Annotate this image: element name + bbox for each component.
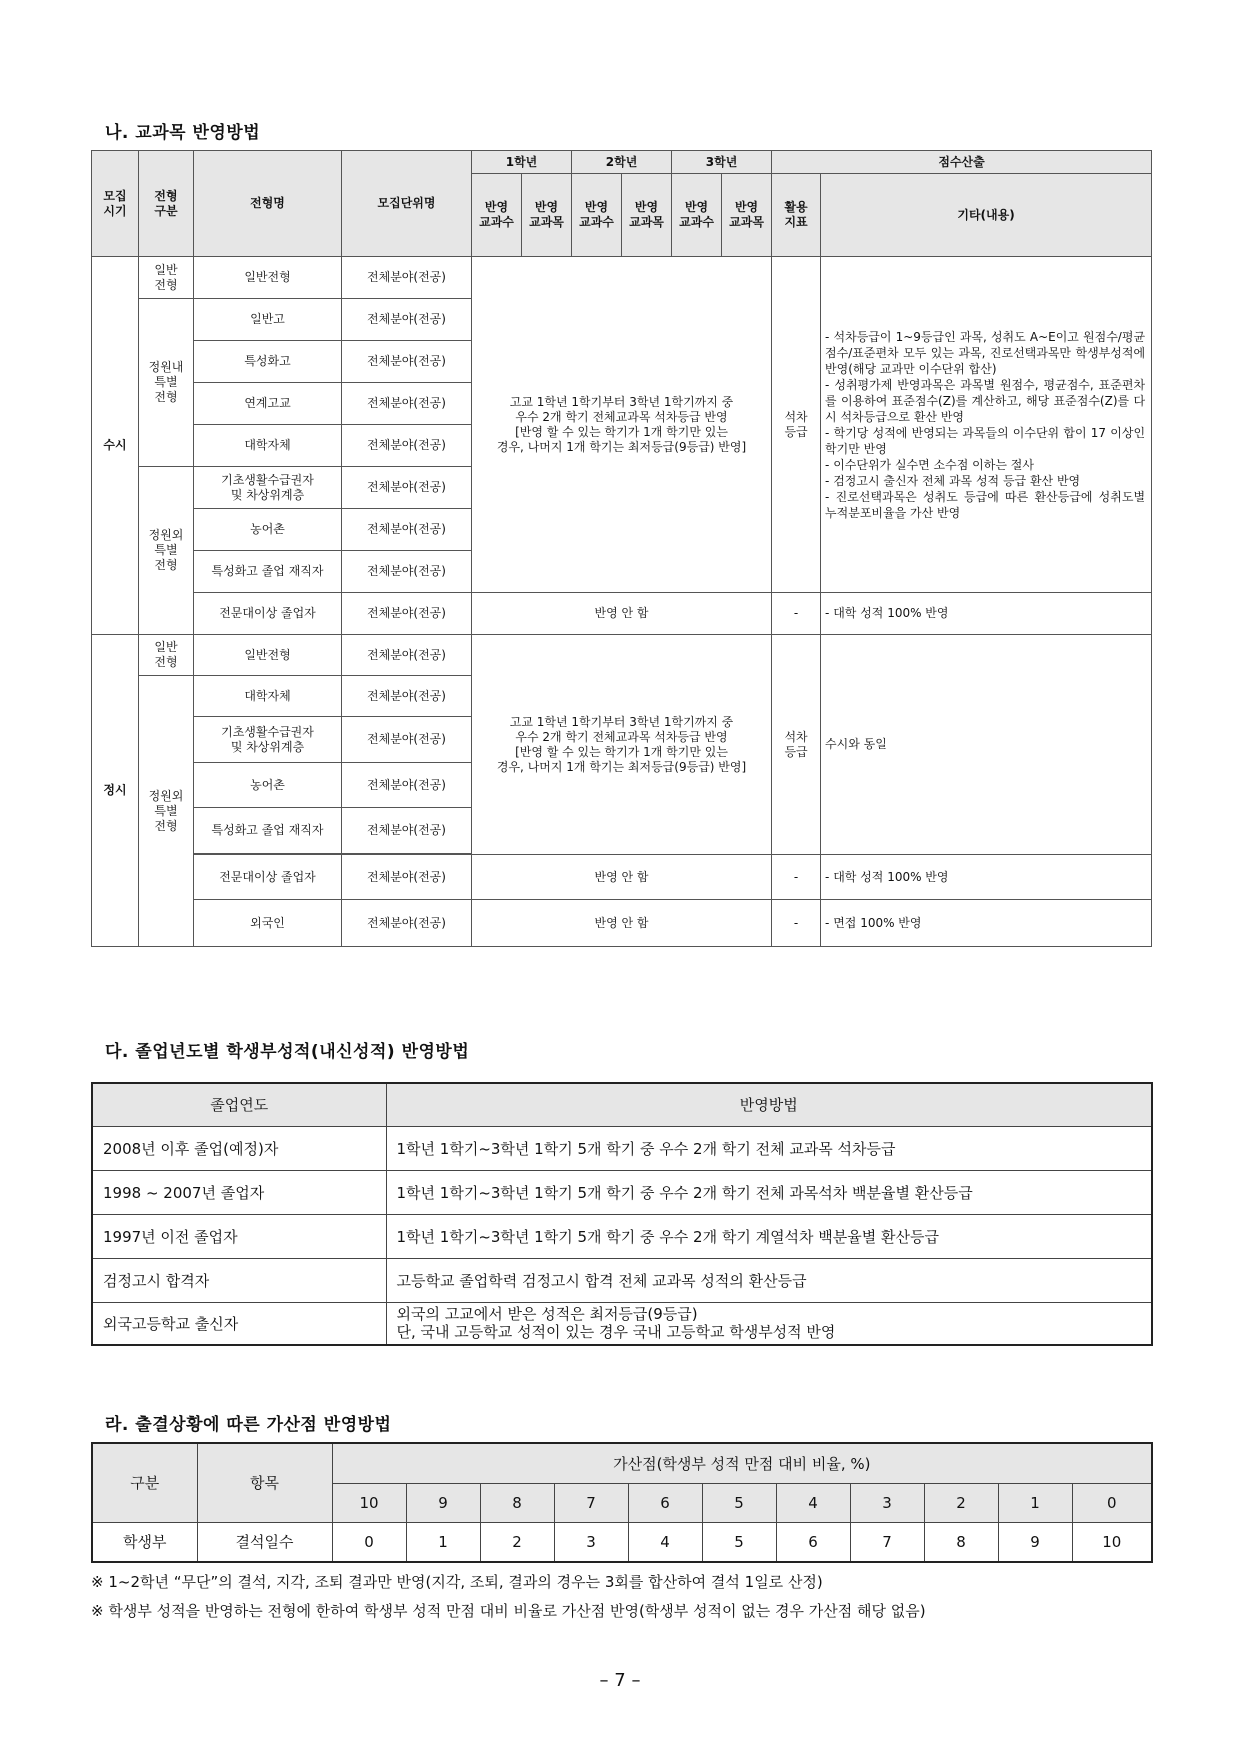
foreign-method-line: 단, 국내 고등학교 성적이 있는 경우 국내 고등학교 학생부성적 반영 [396, 1323, 836, 1342]
susi-indicator: 석차 등급 [772, 257, 821, 593]
row-year: 검정고시 합격자 [92, 1258, 386, 1302]
susi-period: 수시 [92, 257, 139, 635]
attendance-note: ※ 학생부 성적을 반영하는 전형에 한하여 학생부 성적 만점 대비 비율로 가산점 반영(학생부 성적이 없는 경우 가산점 해당 없음) [91, 1602, 926, 1620]
col-item: 항목 [197, 1443, 332, 1522]
absence-days-value: 7 [850, 1522, 924, 1562]
header-grade2: 2학년 [572, 151, 672, 174]
row-item: 결석일수 [197, 1522, 332, 1562]
jeongsi-outer-name: 기초생활수급권자 및 차상위계층 [194, 717, 342, 763]
header-score: 점수산출 [772, 151, 1152, 174]
susi-outer-name: 기초생활수급권자 및 차상위계층 [194, 467, 342, 509]
susi-general-name: 일반전형 [194, 257, 342, 299]
header-etc: 기타(내용) [821, 174, 1152, 257]
bonus-value: 8 [480, 1483, 554, 1522]
header-subj-count: 반영 교과수 [472, 174, 522, 257]
bonus-value: 6 [628, 1483, 702, 1522]
jeongsi-foreign-method: 반영 안 함 [472, 900, 772, 947]
col-category: 구분 [92, 1443, 197, 1522]
subject-reflection-table [91, 150, 1152, 947]
bonus-value: 9 [406, 1483, 480, 1522]
col-graduation-year: 졸업연도 [92, 1083, 386, 1126]
row-year: 1997년 이전 졸업자 [92, 1214, 386, 1258]
header-subj-count: 반영 교과수 [572, 174, 622, 257]
susi-note: - 석차등급이 1~9등급인 과목, 성취도 A~E이고 원점수/평균점수/표준편차 모두 있는 과목, 진로선택과목만 학생부성적에 반영(해당 교과만 이수단위 합산) [825, 329, 1146, 376]
header-subj-course: 반영 교과목 [722, 174, 772, 257]
jeongsi-note: 수시와 동일 [821, 635, 1152, 855]
jeongsi-period: 정시 [92, 635, 139, 947]
section-ra-heading: 라. 출결상황에 따른 가산점 반영방법 [105, 1415, 392, 1435]
header-subj-course: 반영 교과목 [522, 174, 572, 257]
susi-unit: 전체분야(전공) [342, 425, 472, 467]
header-period: 모집 시기 [92, 151, 139, 257]
row-method: 고등학교 졸업학력 검정고시 합격 전체 교과목 성적의 환산등급 [386, 1258, 1152, 1302]
absence-days-value: 3 [554, 1522, 628, 1562]
susi-note: - 학기당 성적에 반영되는 과목들의 이수단위 합이 17 이상인 학기만 반영 [825, 425, 1146, 456]
absence-days-value: 10 [1072, 1522, 1152, 1562]
absence-days-value: 9 [998, 1522, 1072, 1562]
bonus-value: 0 [1072, 1483, 1152, 1522]
header-grade1: 1학년 [472, 151, 572, 174]
bonus-value: 7 [554, 1483, 628, 1522]
susi-note: - 성취평가제 반영과목은 과목별 원점수, 평균점수, 표준편차를 이용하여 표준점수(Z)를 계산하고, 해당 표준점수(Z)를 다시 석차등급으로 환산 반영 [825, 377, 1146, 424]
susi-unit: 전체분야(전공) [342, 383, 472, 425]
jeongsi-unit: 전체분야(전공) [342, 635, 472, 676]
susi-unit: 전체분야(전공) [342, 593, 472, 635]
header-unit: 모집단위명 [342, 151, 472, 257]
foreign-method-line: 외국의 고교에서 받은 성적은 최저등급(9등급) [396, 1305, 698, 1324]
jeongsi-foreign-indicator: - [772, 900, 821, 947]
susi-note: - 이수단위가 실수면 소수점 이하는 절사 [825, 457, 1034, 472]
susi-unit: 전체분야(전공) [342, 551, 472, 593]
jeongsi-unit: 전체분야(전공) [342, 676, 472, 717]
jeongsi-foreign-name: 외국인 [194, 900, 342, 947]
row-year: 1998 ~ 2007년 졸업자 [92, 1170, 386, 1214]
row-method: 1학년 1학기~3학년 1학기 5개 학기 중 우수 2개 학기 전체 교과목 석차등급 [386, 1126, 1152, 1170]
row-method: 1학년 1학기~3학년 1학기 5개 학기 중 우수 2개 학기 계열석차 백분율별 환산등급 [386, 1214, 1152, 1258]
susi-notes [821, 257, 1152, 593]
susi-special-note: - 대학 성적 100% 반영 [821, 593, 1152, 635]
absence-days-value: 2 [480, 1522, 554, 1562]
jeongsi-unit: 전체분야(전공) [342, 900, 472, 947]
absence-days-value: 4 [628, 1522, 702, 1562]
susi-note: - 진로선택과목은 성취도 등급에 따른 환산등급에 성취도별 누적분포비율을 가산 반영 [825, 489, 1146, 520]
absence-days-value: 1 [406, 1522, 480, 1562]
jeongsi-unit: 전체분야(전공) [342, 808, 472, 854]
header-subj-course: 반영 교과목 [622, 174, 672, 257]
header-name: 전형명 [194, 151, 342, 257]
susi-note: - 검정고시 출신자 전체 과목 성적 등급 환산 반영 [825, 473, 1081, 488]
susi-outer-name: 특성화고 졸업 재직자 [194, 551, 342, 593]
attendance-note: ※ 1~2학년 “무단”의 결석, 지각, 조퇴 결과만 반영(지각, 조퇴, 결과의 경우는 3회를 합산하여 결석 1일로 산정) [91, 1573, 823, 1591]
jeongsi-unit: 전체분야(전공) [342, 763, 472, 808]
susi-special-indicator: - [772, 593, 821, 635]
susi-inner-name: 대학자체 [194, 425, 342, 467]
jeongsi-unit: 전체분야(전공) [342, 717, 472, 763]
susi-special-name: 전문대이상 졸업자 [194, 593, 342, 635]
susi-inner-name: 특성화고 [194, 341, 342, 383]
susi-unit: 전체분야(전공) [342, 509, 472, 551]
jeongsi-method: 고교 1학년 1학기부터 3학년 1학기까지 중 우수 2개 학기 전체교과목 석차등급 반영 [반영 할 수 있는 학기가 1개 학기만 있는 경우, 나머지 1개 학기는 최저등급(9등급) 반영] [472, 635, 772, 855]
susi-inner-type: 정원내 특별 전형 [139, 299, 194, 467]
susi-unit: 전체분야(전공) [342, 257, 472, 299]
susi-inner-name: 일반고 [194, 299, 342, 341]
col-method: 반영방법 [386, 1083, 1152, 1126]
susi-inner-name: 연계고교 [194, 383, 342, 425]
absence-days-value: 6 [776, 1522, 850, 1562]
susi-method: 고교 1학년 1학기부터 3학년 1학기까지 중 우수 2개 학기 전체교과목 석차등급 반영 [반영 할 수 있는 학기가 1개 학기만 있는 경우, 나머지 1개 학기는 최저등급(9등급) 반영] [472, 257, 772, 593]
jeongsi-general-name: 일반전형 [194, 635, 342, 676]
bonus-value: 3 [850, 1483, 924, 1522]
absence-days-value: 0 [332, 1522, 406, 1562]
header-grade3: 3학년 [672, 151, 772, 174]
jeongsi-outer-type: 정원외 특별 전형 [139, 676, 194, 947]
jeongsi-foreign-note: - 면접 100% 반영 [821, 900, 1152, 947]
row-category: 학생부 [92, 1522, 197, 1562]
susi-unit: 전체분야(전공) [342, 467, 472, 509]
bonus-value: 5 [702, 1483, 776, 1522]
susi-unit: 전체분야(전공) [342, 341, 472, 383]
bonus-value: 1 [998, 1483, 1072, 1522]
row-year: 2008년 이후 졸업(예정)자 [92, 1126, 386, 1170]
jeongsi-special-indicator: - [772, 855, 821, 900]
jeongsi-special-method: 반영 안 함 [472, 855, 772, 900]
jeongsi-unit: 전체분야(전공) [342, 855, 472, 900]
absence-days-value: 8 [924, 1522, 998, 1562]
section-da-heading: 다. 졸업년도별 학생부성적(내신성적) 반영방법 [105, 1042, 470, 1062]
jeongsi-outer-name: 대학자체 [194, 676, 342, 717]
page-number: – 7 – [599, 1670, 641, 1691]
bonus-value: 4 [776, 1483, 850, 1522]
susi-outer-name: 농어촌 [194, 509, 342, 551]
jeongsi-outer-name: 특성화고 졸업 재직자 [194, 808, 342, 854]
header-type: 전형 구분 [139, 151, 194, 257]
bonus-value: 10 [332, 1483, 406, 1522]
jeongsi-general-type: 일반 전형 [139, 635, 194, 676]
row-method [386, 1302, 1152, 1345]
absence-days-value: 5 [702, 1522, 776, 1562]
header-subj-count: 반영 교과수 [672, 174, 722, 257]
section-na-heading: 나. 교과목 반영방법 [105, 123, 261, 143]
bonus-title: 가산점(학생부 성적 만점 대비 비율, %) [332, 1443, 1152, 1483]
graduation-year-table [91, 1082, 1153, 1346]
bonus-value: 2 [924, 1483, 998, 1522]
jeongsi-special-note: - 대학 성적 100% 반영 [821, 855, 1152, 900]
susi-special-method: 반영 안 함 [472, 593, 772, 635]
row-year: 외국고등학교 출신자 [92, 1302, 386, 1345]
jeongsi-indicator: 석차 등급 [772, 635, 821, 855]
jeongsi-outer-name: 농어촌 [194, 763, 342, 808]
attendance-bonus-table [91, 1442, 1153, 1563]
susi-outer-type: 정원외 특별 전형 [139, 467, 194, 635]
susi-unit: 전체분야(전공) [342, 299, 472, 341]
susi-general-type: 일반 전형 [139, 257, 194, 299]
jeongsi-special-name: 전문대이상 졸업자 [194, 855, 342, 900]
row-method: 1학년 1학기~3학년 1학기 5개 학기 중 우수 2개 학기 전체 과목석차 백분율별 환산등급 [386, 1170, 1152, 1214]
header-indicator: 활용 지표 [772, 174, 821, 257]
